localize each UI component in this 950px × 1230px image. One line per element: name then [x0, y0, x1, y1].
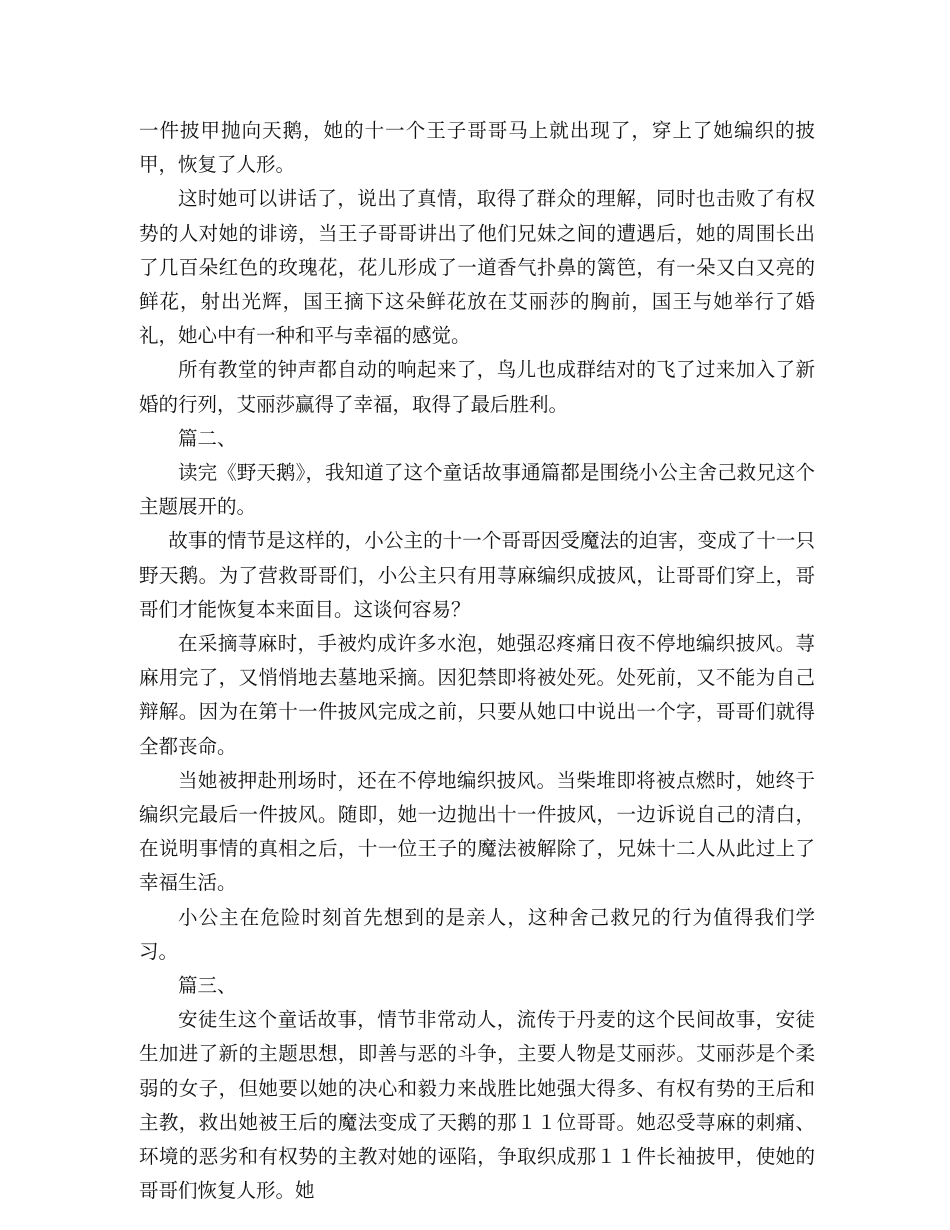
paragraph-truth-revealed: 这时她可以讲话了，说出了真情，取得了群众的理解，同时也击败了有权势的人对她的诽谤，当王子哥哥讲出了他们兄妹之间的遭遇后，她的周围长出了几百朵红色的玫瑰花，花儿形成了一道香气扑鼻的篱笆，有一朵又白又亮的鲜花，射出光辉，国王摘下这朵鲜花放在艾丽莎的胸前，国王与她举行了婚礼，她心中有一种和平与幸福的感觉。	[139, 187, 815, 348]
section-heading-part-three: 篇三、	[178, 974, 237, 998]
paragraph-plot-summary: 故事的情节是这样的，小公主的十一个哥哥因受魔法的迫害，变成了十一只野天鹅。为了营救哥哥们，小公主只有用荨麻编织成披风，让哥哥们穿上，哥哥们才能恢复本来面目。这谈何容易？	[139, 529, 815, 621]
paragraph-execution-scene: 当她被押赴刑场时，还在不停地编织披风。当柴堆即将被点燃时，她终于编织完最后一件披风。随即，她一边抛出十一件披风，一边诉说自己的清白，在说明事情的真相之后，十一位王子的魔法被解除了，兄妹十二人从此过上了幸福生活。	[139, 768, 815, 895]
paragraph-gathering-nettles: 在采摘荨麻时，手被灼成许多水泡，她强忍疼痛日夜不停地编织披风。荨麻用完了，又悄悄地去墓地采摘。因犯禁即将被处死。处死前，又不能为自己辩解。因为在第十一件披风完成之前，只要从她口中说出一个字，哥哥们就得全都丧命。	[139, 632, 815, 758]
document-body	[139, 114, 815, 1209]
paragraph-theme-intro: 读完《野天鹅》，我知道了这个童话故事通篇都是围绕小公主舍己救兄这个主题展开的。	[139, 461, 815, 519]
paragraph-continuation: 一件披甲抛向天鹅，她的十一个王子哥哥马上就出现了，穿上了她编织的披甲，恢复了人形。	[139, 119, 815, 177]
section-heading-part-two: 篇二、	[178, 426, 237, 450]
paragraph-bells-ringing: 所有教堂的钟声都自动的响起来了，鸟儿也成群结对的飞了过来加入了新婚的行列，艾丽莎赢得了幸福，取得了最后胜利。	[139, 358, 815, 416]
paragraph-lesson: 小公主在危险时刻首先想到的是亲人，这种舍己救兄的行为值得我们学习。	[139, 905, 815, 963]
paragraph-andersen-analysis: 安徒生这个童话故事，情节非常动人，流传于丹麦的这个民间故事，安徒生加进了新的主题思想，即善与恶的斗争，主要人物是艾丽莎。艾丽莎是个柔弱的女子，但她要以她的决心和毅力来战胜比她强大得多、有权有势的王后和主教，救出她被王后的魔法变成了天鹅的那１１位哥哥。她忍受荨麻的刺痛、环境的恶劣和有权势的主教对她的诬陷，争取织成那１１件长袖披甲，使她的哥哥们恢复人形。她	[139, 1008, 815, 1203]
